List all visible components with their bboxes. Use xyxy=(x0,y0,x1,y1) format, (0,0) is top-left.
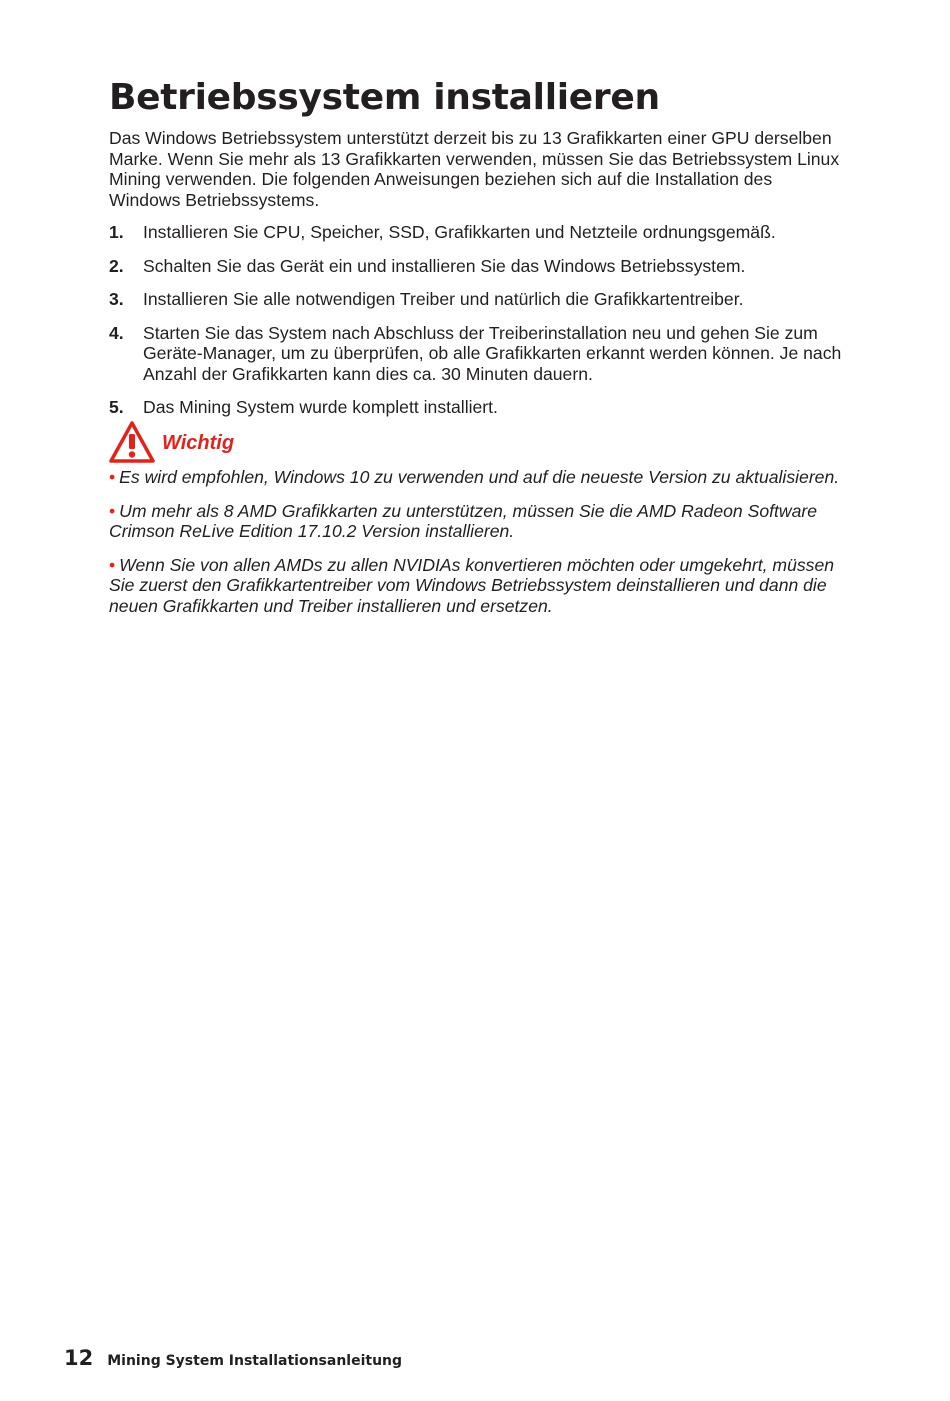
step-number: 3. xyxy=(109,289,124,309)
step-text: Schalten Sie das Gerät ein und installieren Sie das Windows Betriebssystem. xyxy=(143,255,746,276)
step-number: 1. xyxy=(109,222,124,242)
step-item xyxy=(109,289,849,310)
note-text: Um mehr als 8 AMD Grafikkarten zu unterstützen, müssen Sie die AMD Radeon Software Crimson ReLive Edition 17.10.2 Version installieren. xyxy=(109,500,818,541)
warning-triangle-icon xyxy=(108,420,156,464)
step-item xyxy=(109,323,849,385)
installation-steps xyxy=(109,222,849,431)
step-number: 5. xyxy=(109,397,124,417)
step-text: Installieren Sie alle notwendigen Treiber und natürlich die Grafikkartentreiber. xyxy=(143,289,744,309)
step-number: 4. xyxy=(109,322,124,343)
step-item xyxy=(109,256,849,277)
bullet-icon: • xyxy=(109,467,116,487)
important-title: Wichtig xyxy=(162,432,235,454)
step-item xyxy=(109,397,849,418)
step-number: 2. xyxy=(109,255,124,276)
page-title: Betriebssystem installieren xyxy=(109,77,660,118)
note-text: Es wird empfohlen, Windows 10 zu verwenden und auf die neueste Version zu aktualisieren. xyxy=(119,467,840,487)
page-number: 12 xyxy=(64,1346,94,1370)
step-text: Starten Sie das System nach Abschluss der Treiberinstallation neu und gehen Sie zum Geräte-Manager, um zu überprüfen, ob alle Grafikkarten erkannt werden können. Je nach Anzahl der Grafikkarten kann dies ca. 30 Minuten dauern. xyxy=(143,322,842,384)
page-footer xyxy=(64,1344,402,1372)
step-item xyxy=(109,222,849,243)
bullet-icon: • xyxy=(109,554,116,575)
note-item xyxy=(109,555,844,617)
note-text: Wenn Sie von allen AMDs zu allen NVIDIAs konvertieren möchten oder umgekehrt, müssen Sie zuerst den Grafikkartentreiber vom Windows Betriebssystem deinstallieren und dann die neuen Grafikkarten und Treiber installieren und ersetzen. xyxy=(109,554,835,616)
note-item xyxy=(109,501,844,542)
document-name: Mining System Installationsanleitung xyxy=(107,1353,403,1369)
step-text: Installieren Sie CPU, Speicher, SSD, Grafikkarten und Netzteile ordnungsgemäß. xyxy=(143,222,776,242)
important-heading xyxy=(108,420,408,466)
step-text: Das Mining System wurde komplett installiert. xyxy=(143,397,498,417)
intro-paragraph: Das Windows Betriebssystem unterstützt derzeit bis zu 13 Grafikkarten einer GPU derselben Marke. Wenn Sie mehr als 13 Grafikkarten verwenden, müssen Sie das Betriebssystem Linux Mining verwenden. Die folgenden Anweisungen beziehen sich auf die Installation des Windows Betriebssystems. xyxy=(109,128,840,210)
bullet-icon: • xyxy=(109,500,116,521)
note-item xyxy=(109,467,844,488)
important-notes xyxy=(109,467,844,629)
